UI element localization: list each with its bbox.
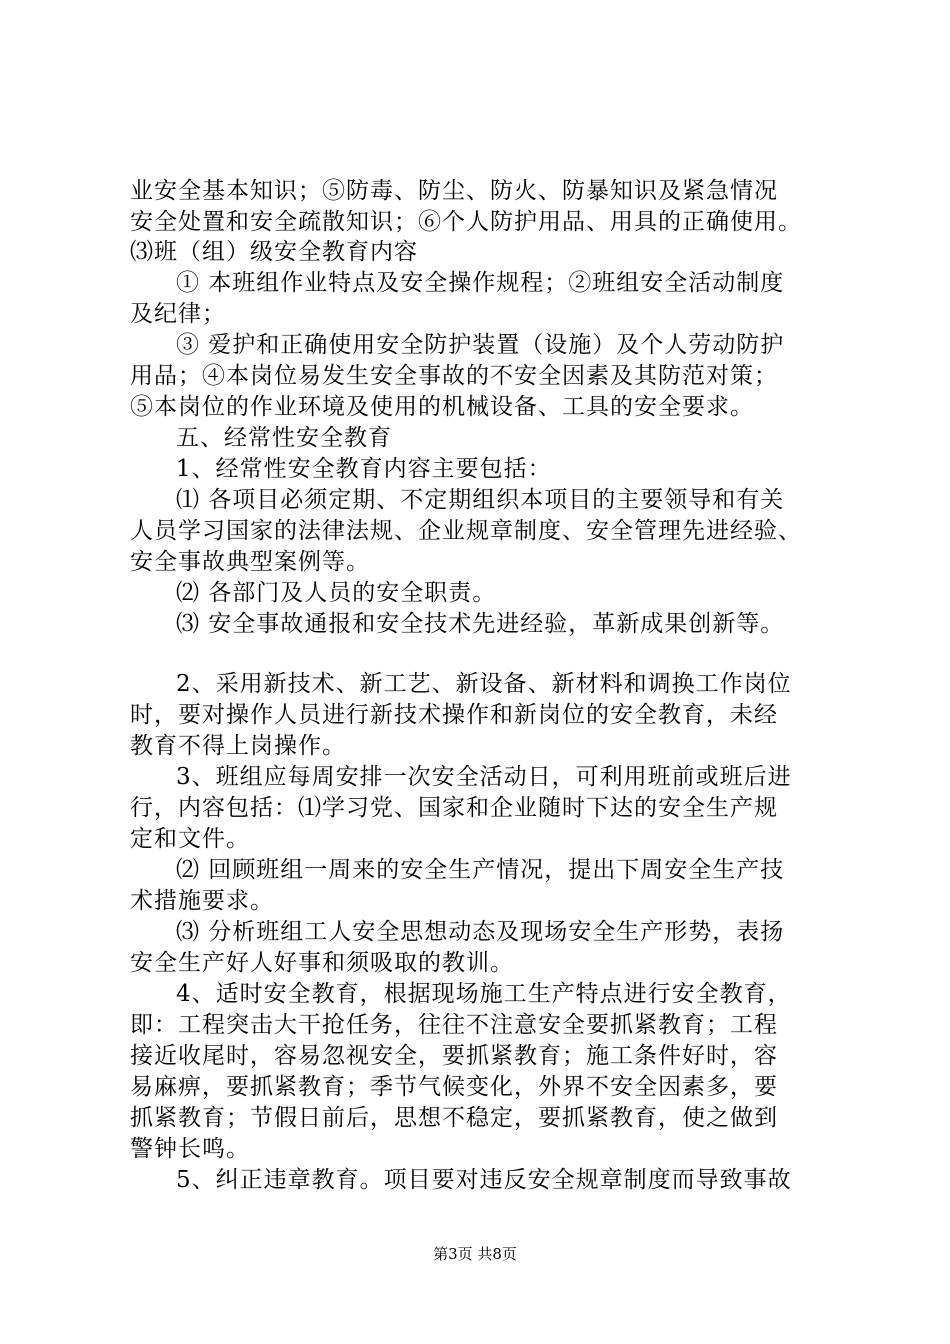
text-line: ⑵ 回顾班组一周来的安全生产情况，提出下周安全生产技 xyxy=(176,857,785,883)
text-line: ⑶ 安全事故通报和安全技术先进经验，革新成果创新等。 xyxy=(176,611,785,637)
text-line: 用品；④本岗位易发生安全事故的不安全因素及其防范对策； xyxy=(130,363,778,389)
text-line: ③ 爱护和正确使用安全防护装置（设施）及个人劳动防护 xyxy=(176,332,785,358)
text-line: ⑵ 各部门及人员的安全职责。 xyxy=(176,580,497,606)
text-line: ⑶班（组）级安全教育内容 xyxy=(130,239,418,265)
text-line: 安全事故典型案例等。 xyxy=(130,549,370,575)
text-line: 抓紧教育；节假日前后，思想不稳定，要抓紧教育，使之做到 xyxy=(130,1105,778,1131)
text-line: 易麻痹，要抓紧教育；季节气候变化，外界不安全因素多，要 xyxy=(130,1074,778,1100)
text-line: 4、适时安全教育，根据现场施工生产特点进行安全教育， xyxy=(176,981,792,1007)
section-heading: 五、经常性安全教育 xyxy=(176,425,392,451)
text-line: 时，要对操作人员进行新技术操作和新岗位的安全教育，未经 xyxy=(130,702,778,728)
text-line: ⑶ 分析班组工人安全思想动态及现场安全生产形势，表扬 xyxy=(176,919,785,945)
text-line: ⑴ 各项目必须定期、不定期组织本项目的主要领导和有关 xyxy=(176,487,785,513)
page-number-footer: 第3页 共8页 xyxy=(433,1245,517,1263)
text-line: 教育不得上岗操作。 xyxy=(130,733,346,759)
text-line: 1、经常性安全教育内容主要包括： xyxy=(176,456,552,482)
text-line: 2、采用新技术、新工艺、新设备、新材料和调换工作岗位 xyxy=(176,671,792,697)
text-line: 安全生产好人好事和须吸取的教训。 xyxy=(130,950,514,976)
text-line: 接近收尾时，容易忽视安全，要抓紧教育；施工条件好时，容 xyxy=(130,1043,778,1069)
text-line: 安全处置和安全疏散知识；⑥个人防护用品、用具的正确使用。 xyxy=(130,209,802,235)
text-line: 业安全基本知识；⑤防毒、防尘、防火、防暴知识及紧急情况 xyxy=(130,178,778,204)
text-line: 行，内容包括：⑴学习党、国家和企业随时下达的安全生产规 xyxy=(130,795,778,821)
text-line: 定和文件。 xyxy=(130,826,250,852)
text-line: 3、班组应每周安排一次安全活动日，可利用班前或班后进 xyxy=(176,764,792,790)
text-line: 人员学习国家的法律法规、企业规章制度、安全管理先进经验、 xyxy=(130,518,802,544)
text-line: 即：工程突击大干抢任务，往往不注意安全要抓紧教育；工程 xyxy=(130,1012,778,1038)
text-line: 术措施要求。 xyxy=(130,888,274,914)
text-line: ⑤本岗位的作业环境及使用的机械设备、工具的安全要求。 xyxy=(130,394,754,420)
text-line: 警钟长鸣。 xyxy=(130,1136,250,1162)
text-line: ① 本班组作业特点及安全操作规程；②班组安全活动制度 xyxy=(176,270,785,296)
text-line: 及纪律； xyxy=(130,301,226,327)
text-line: 5、纠正违章教育。项目要对违反安全规章制度而导致事故 xyxy=(176,1167,792,1193)
